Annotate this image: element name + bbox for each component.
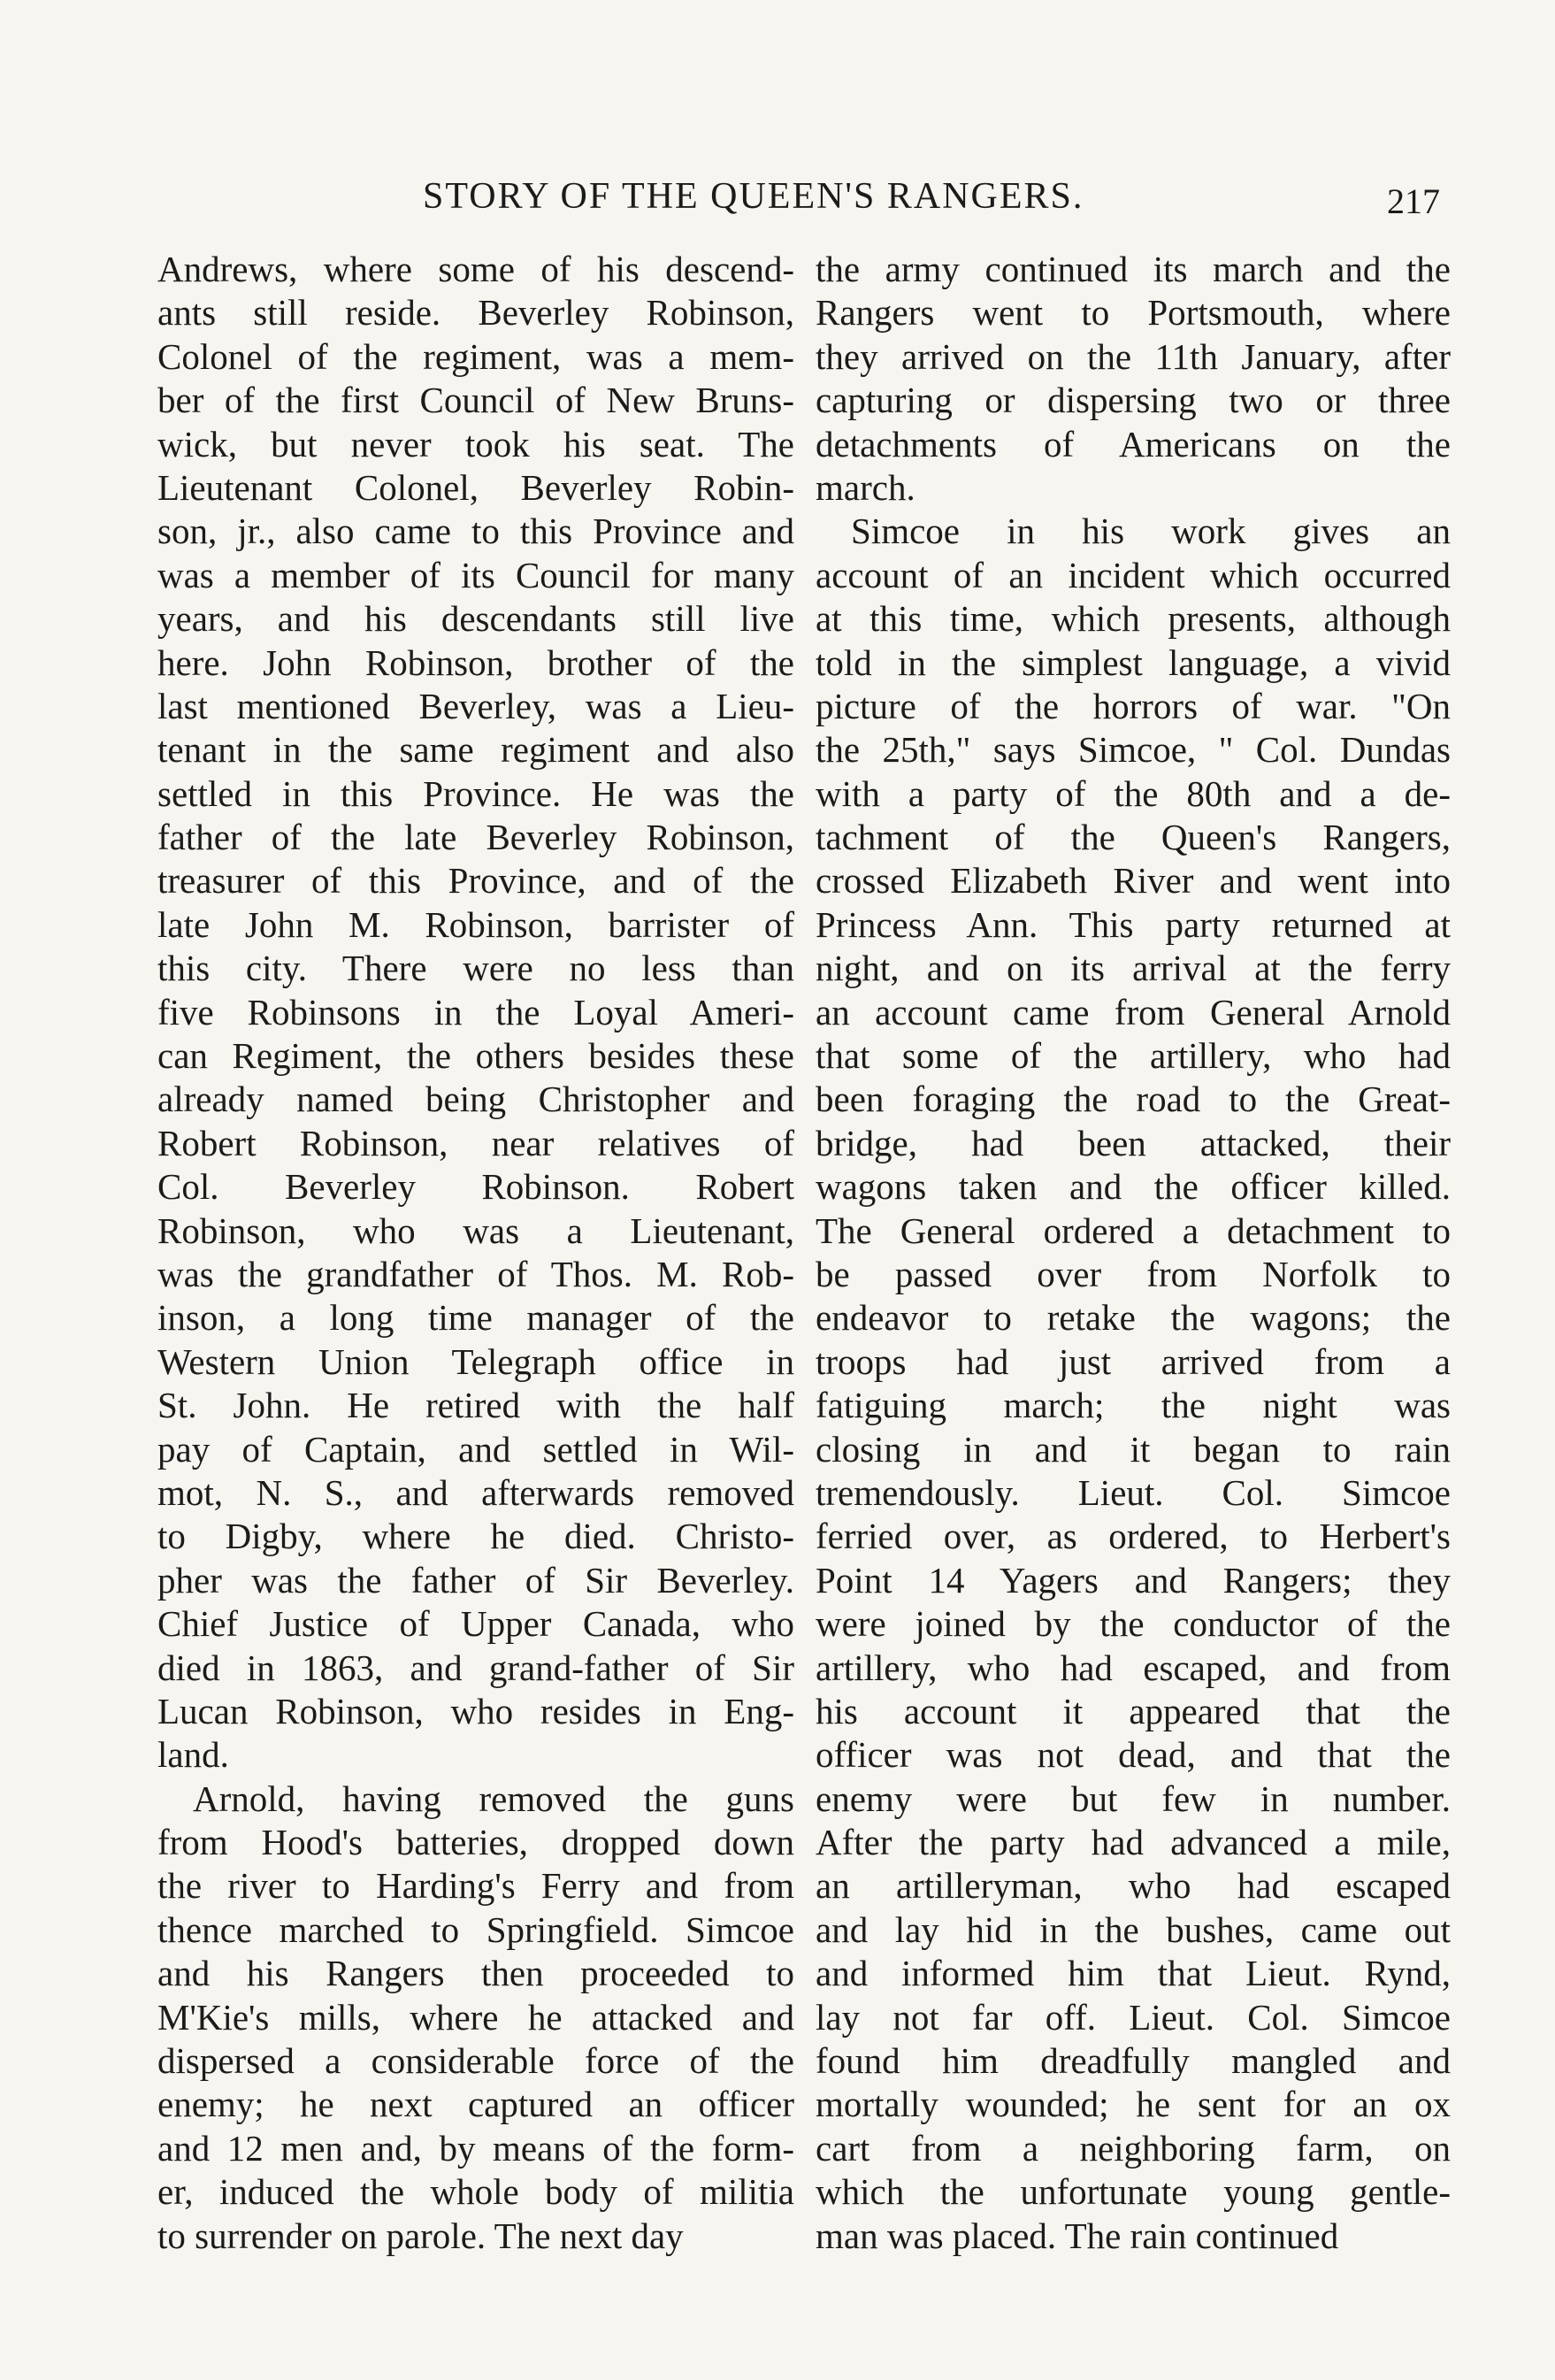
text-line: tenant in the same regiment and also	[157, 729, 794, 771]
text-line: already named being Christopher and	[157, 1079, 794, 1120]
text-line: troops had just arrived from a	[816, 1340, 1451, 1382]
text-line: been foraging the road to the Great-	[816, 1079, 1451, 1120]
text-line: Simcoe in his work gives an	[851, 511, 1451, 552]
text-line: night, and on its arrival at the ferry	[816, 948, 1451, 989]
text-line: Lucan Robinson, who resides in Eng-	[157, 1690, 794, 1731]
left-text-column	[157, 248, 794, 2258]
text-line: told in the simplest language, a vivid	[816, 641, 1451, 683]
text-line: bridge, had been attacked, their	[816, 1122, 1451, 1163]
text-line: his account it appeared that the	[816, 1690, 1451, 1731]
text-line: father of the late Beverley Robinson,	[157, 817, 794, 858]
text-line: at this time, which presents, although	[816, 598, 1451, 640]
text-line: died in 1863, and grand-father of Sir	[157, 1647, 794, 1688]
text-line: Andrews, where some of his descend-	[157, 249, 794, 289]
text-line: pay of Captain, and settled in Wil-	[157, 1428, 794, 1470]
text-line: an account came from General Arnold	[816, 991, 1451, 1033]
text-line: enemy were but few in number.	[816, 1777, 1451, 1819]
text-line: from Hood's batteries, dropped down	[157, 1822, 794, 1863]
text-line: wagons taken and the officer killed.	[816, 1166, 1451, 1208]
text-line: was a member of its Council for many	[157, 554, 794, 595]
text-line: fatiguing march; the night was	[816, 1385, 1451, 1426]
text-line: the river to Harding's Ferry and from	[157, 1865, 794, 1907]
text-line: mortally wounded; he sent for an ox	[816, 2084, 1451, 2125]
text-line: er, induced the whole body of militia	[157, 2171, 794, 2213]
text-line: crossed Elizabeth River and went into	[816, 860, 1451, 902]
text-line: ants still reside. Beverley Robinson,	[157, 292, 794, 334]
text-line: an artilleryman, who had escaped	[816, 1865, 1451, 1907]
text-line: picture of the horrors of war. "On	[816, 685, 1451, 726]
text-line: officer was not dead, and that the	[816, 1734, 1451, 1776]
text-line: Point 14 Yagers and Rangers; they	[816, 1559, 1451, 1601]
text-line: to Digby, where he died. Christo-	[157, 1516, 794, 1557]
text-line: Chief Justice of Upper Canada, who	[157, 1603, 794, 1645]
text-line: cart from a neighboring farm, on	[816, 2127, 1451, 2169]
text-line: years, and his descendants still live	[157, 598, 794, 640]
text-line: can Regiment, the others besides these	[157, 1035, 794, 1077]
text-line: son, jr., also came to this Province and	[157, 511, 794, 552]
text-line: St. John. He retired with the half	[157, 1385, 794, 1426]
text-line: Arnold, having removed the guns	[193, 1777, 794, 1819]
text-line: man was placed. The rain continued	[816, 2215, 1339, 2256]
text-line: The General ordered a detachment to	[816, 1209, 1451, 1251]
text-line: closing in and it began to rain	[816, 1428, 1451, 1470]
running-title: STORY OF THE QUEEN'S RANGERS.	[423, 176, 1084, 217]
text-line: were joined by the conductor of the	[816, 1603, 1451, 1645]
text-line: mot, N. S., and afterwards removed	[157, 1471, 794, 1513]
text-line: Colonel of the regiment, was a mem-	[157, 335, 794, 377]
text-line: be passed over from Norfolk to	[816, 1253, 1451, 1294]
text-line: inson, a long time manager of the	[157, 1297, 794, 1339]
text-line: Western Union Telegraph office in	[157, 1340, 794, 1382]
text-line: and informed him that Lieut. Rynd,	[816, 1953, 1451, 1994]
text-line: ber of the first Council of New Bruns-	[157, 380, 794, 421]
text-line: wick, but never took his seat. The	[157, 423, 794, 464]
text-line: the 25th," says Simcoe, " Col. Dundas	[816, 729, 1451, 771]
text-line: found him dreadfully mangled and	[816, 2040, 1451, 2082]
text-line: and 12 men and, by means of the form-	[157, 2127, 794, 2169]
text-line: dispersed a considerable force of the	[157, 2040, 794, 2082]
text-line: five Robinsons in the Loyal Ameri-	[157, 991, 794, 1033]
text-line: and his Rangers then proceeded to	[157, 1953, 794, 1994]
text-line: Robert Robinson, near relatives of	[157, 1122, 794, 1163]
text-line: treasurer of this Province, and of the	[157, 860, 794, 902]
text-line: they arrived on the 11th January, after	[816, 335, 1451, 377]
text-line: capturing or dispersing two or three	[816, 380, 1451, 421]
text-line: which the unfortunate young gentle-	[816, 2171, 1451, 2213]
text-line: detachments of Americans on the	[816, 423, 1451, 464]
text-line: tachment of the Queen's Rangers,	[816, 817, 1451, 858]
running-head	[0, 175, 1555, 228]
text-line: this city. There were no less than	[157, 948, 794, 989]
text-line: and lay hid in the bushes, came out	[816, 1908, 1451, 1950]
text-line: Lieutenant Colonel, Beverley Robin-	[157, 466, 794, 508]
text-line: endeavor to retake the wagons; the	[816, 1297, 1451, 1339]
text-line: enemy; he next captured an officer	[157, 2084, 794, 2125]
text-line: thence marched to Springfield. Simcoe	[157, 1908, 794, 1950]
text-line: Rangers went to Portsmouth, where	[816, 292, 1451, 334]
text-line: was the grandfather of Thos. M. Rob-	[157, 1253, 794, 1294]
text-line: last mentioned Beverley, was a Lieu-	[157, 685, 794, 726]
text-line: land.	[157, 1734, 229, 1776]
text-line: After the party had advanced a mile,	[816, 1822, 1451, 1863]
text-line: Robinson, who was a Lieutenant,	[157, 1209, 794, 1251]
text-line: Col. Beverley Robinson. Robert	[157, 1166, 794, 1208]
text-line: pher was the father of Sir Beverley.	[157, 1559, 794, 1601]
right-text-column	[816, 248, 1451, 2258]
text-line: the army continued its march and the	[816, 249, 1451, 289]
text-line: that some of the artillery, who had	[816, 1035, 1451, 1077]
text-line: tremendously. Lieut. Col. Simcoe	[816, 1471, 1451, 1513]
text-line: settled in this Province. He was the	[157, 772, 794, 814]
text-line: here. John Robinson, brother of the	[157, 641, 794, 683]
page-number: 217	[1387, 181, 1440, 221]
text-line: lay not far off. Lieut. Col. Simcoe	[816, 1996, 1451, 2038]
text-line: march.	[816, 466, 915, 508]
text-line: M'Kie's mills, where he attacked and	[157, 1996, 794, 2038]
text-line: account of an incident which occurred	[816, 554, 1451, 595]
text-line: ferried over, as ordered, to Herbert's	[816, 1516, 1451, 1557]
text-line: late John M. Robinson, barrister of	[157, 903, 794, 945]
text-line: to surrender on parole. The next day	[157, 2215, 684, 2256]
text-line: with a party of the 80th and a de-	[816, 772, 1451, 814]
text-line: Princess Ann. This party returned at	[816, 903, 1451, 945]
text-line: artillery, who had escaped, and from	[816, 1647, 1451, 1688]
